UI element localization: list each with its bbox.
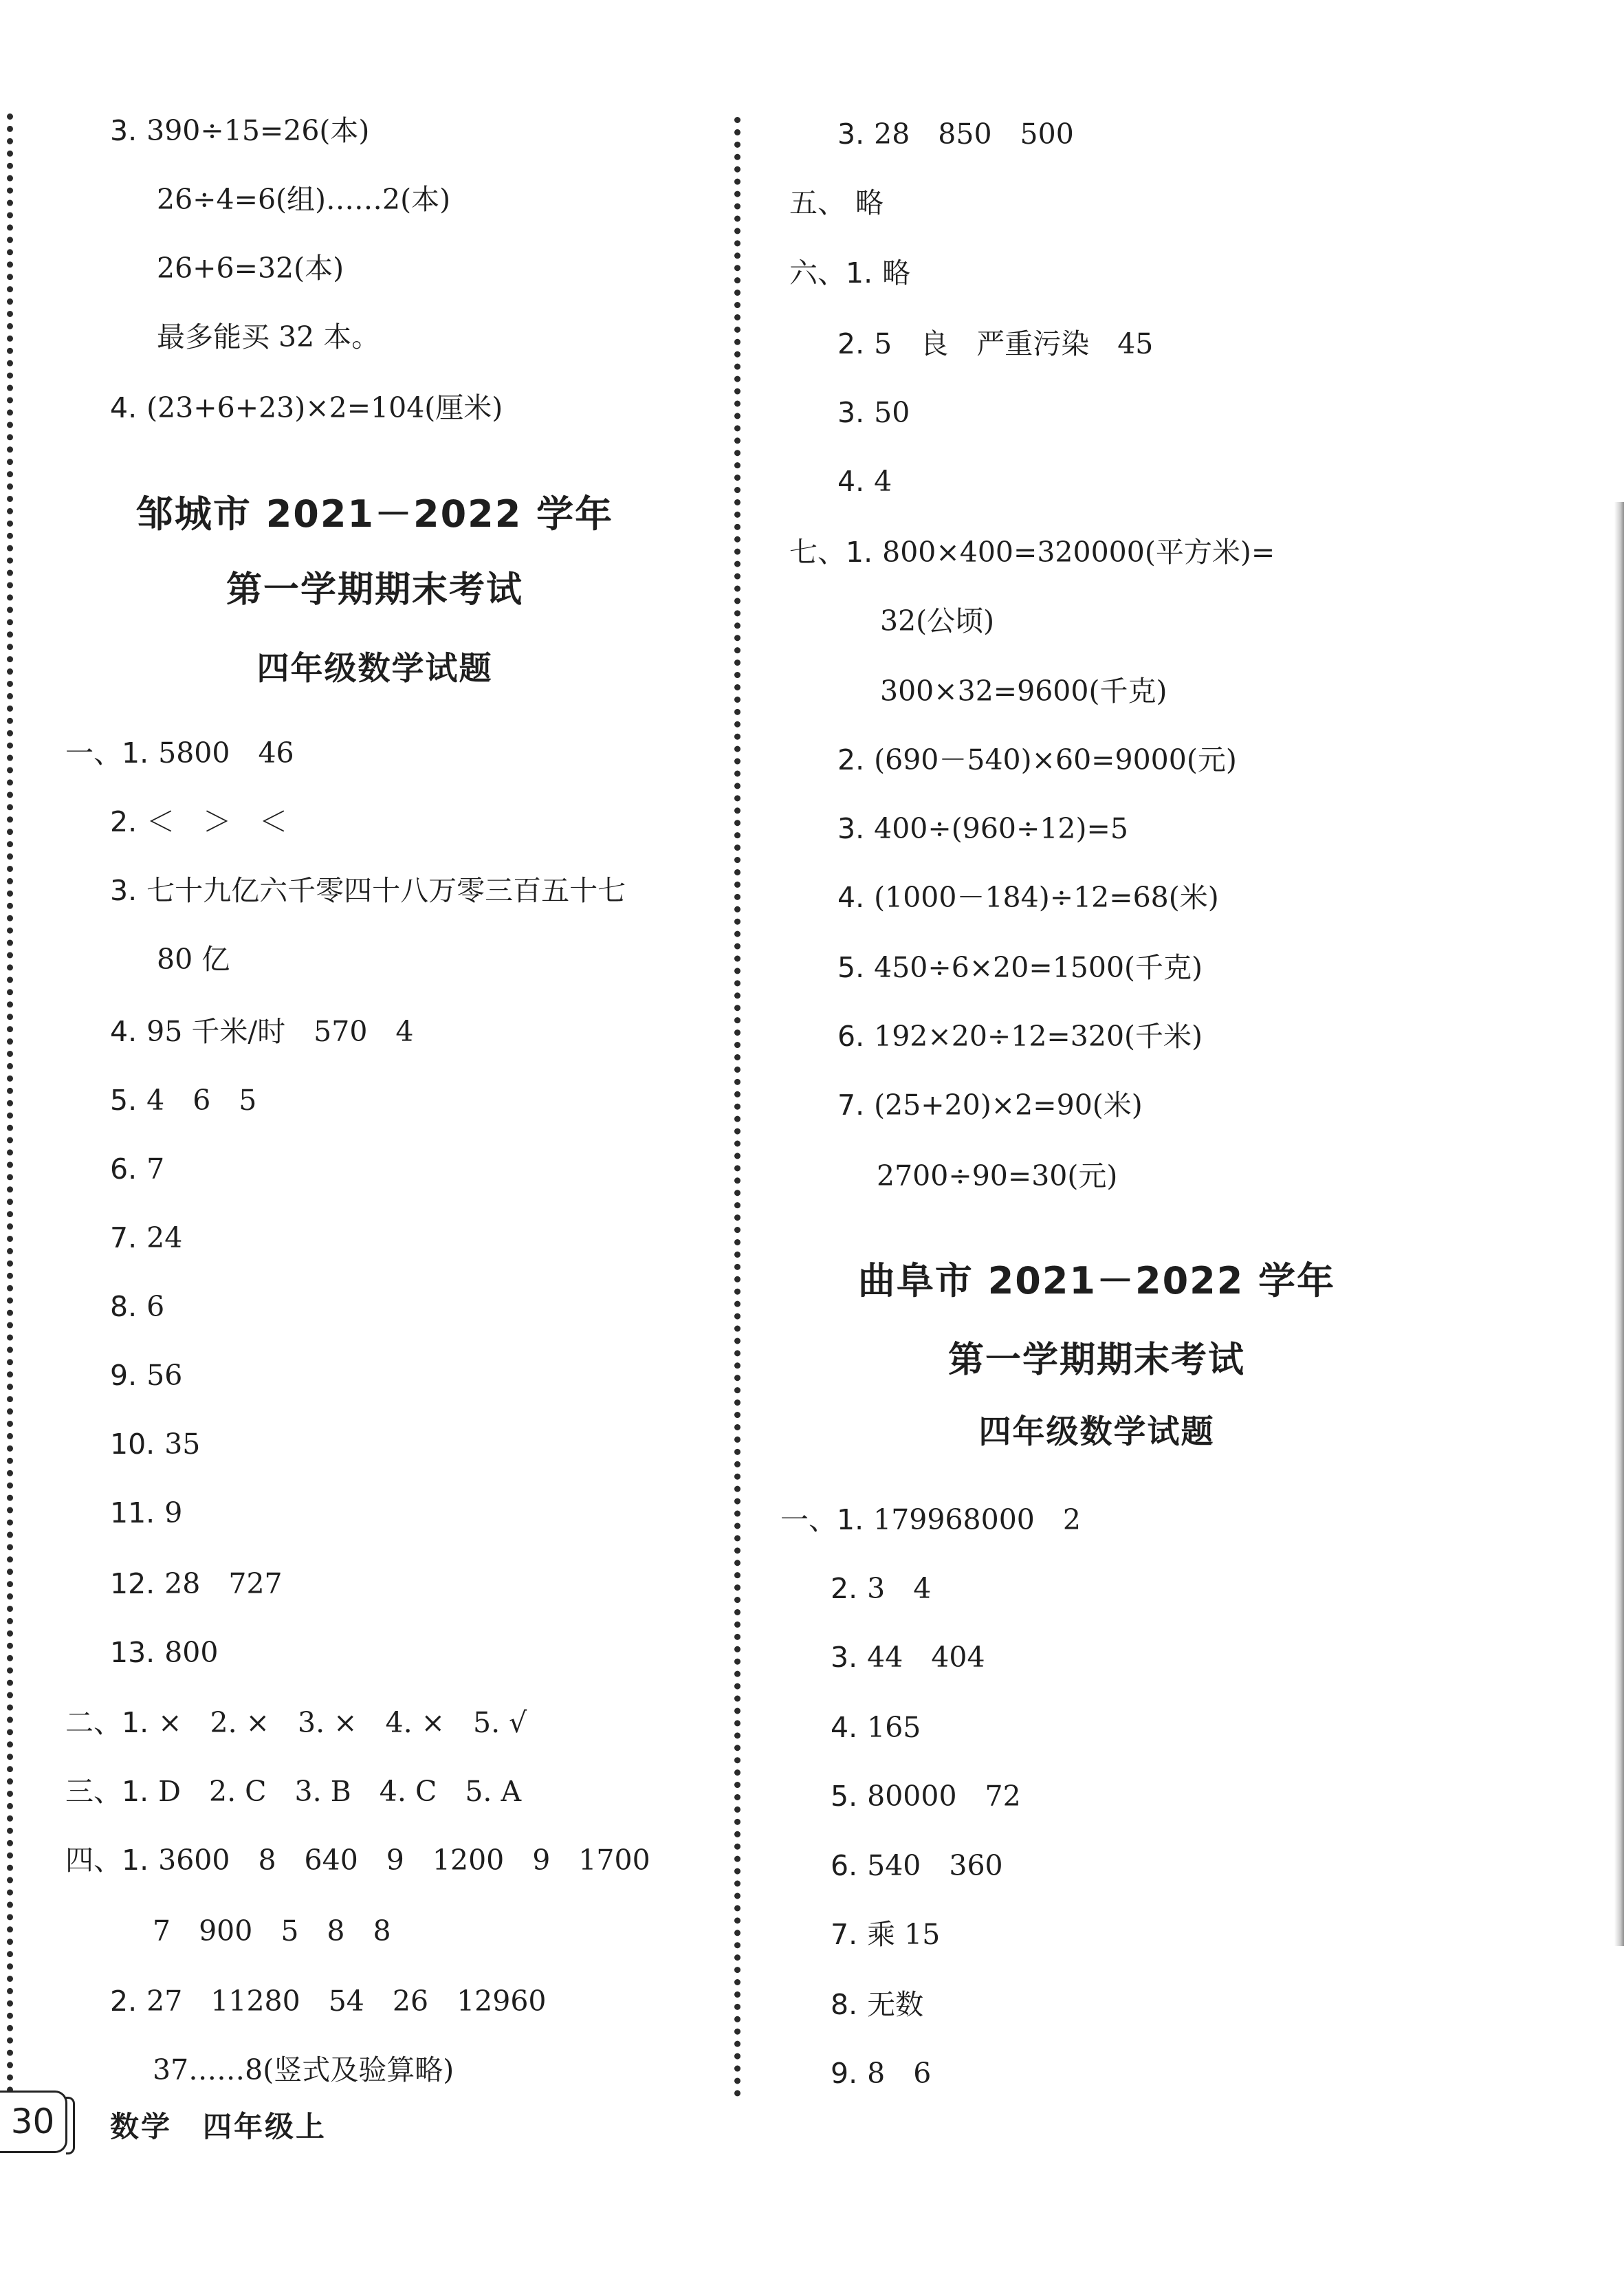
answer-text: 5 良 严重污染 45 bbox=[874, 327, 1154, 360]
answer-text: 37……8(竖式及验算略) bbox=[153, 2053, 454, 2086]
question-number: 9. bbox=[831, 2057, 858, 2090]
left-answer-line bbox=[157, 942, 230, 976]
answer-text: 27 11280 54 26 12960 bbox=[146, 1985, 547, 2018]
answer-text: 5800 46 bbox=[158, 736, 294, 770]
question-number: 三、1. bbox=[65, 1775, 149, 1808]
section-heading: 四年级数学试题 bbox=[978, 1413, 1215, 1451]
right-answer-line bbox=[831, 1710, 921, 1745]
question-number: 3. bbox=[110, 874, 138, 907]
right-answer-line bbox=[837, 880, 1219, 915]
answer-text: 165 bbox=[867, 1711, 921, 1744]
answer-text: 450÷6×20=1500(千克) bbox=[874, 951, 1203, 984]
right-answer-line bbox=[837, 117, 1074, 151]
answer-text: 无数 bbox=[867, 1988, 924, 2021]
right-answer-line bbox=[837, 811, 1128, 846]
answer-text: 540 360 bbox=[867, 1849, 1003, 1882]
right-answer-line bbox=[831, 1987, 923, 2022]
question-number: 5. bbox=[110, 1084, 138, 1117]
question-number: 2. bbox=[110, 1985, 138, 2018]
left-answer-line bbox=[110, 1014, 413, 1049]
left-answer-line bbox=[110, 391, 503, 425]
question-number: 五、 bbox=[789, 186, 846, 219]
section-heading: 邹城市 2021－2022 学年 bbox=[135, 492, 614, 536]
left-answer-line bbox=[110, 113, 369, 148]
question-number: 4. bbox=[837, 465, 865, 498]
question-number: 4. bbox=[837, 881, 865, 914]
left-answer-line bbox=[65, 1843, 650, 1877]
question-number: 3. bbox=[831, 1641, 858, 1674]
left-answer-line bbox=[110, 1289, 164, 1324]
question-number: 7. bbox=[831, 1918, 858, 1951]
question-number: 3. bbox=[837, 812, 865, 845]
question-number: 8. bbox=[110, 1290, 138, 1323]
answer-text: 4 6 5 bbox=[146, 1084, 257, 1117]
question-number: 2. bbox=[110, 805, 138, 838]
page-edge-shadow bbox=[1614, 502, 1624, 1946]
question-number: 6. bbox=[831, 1849, 858, 1882]
left-answer-line bbox=[110, 805, 287, 839]
right-answer-line bbox=[831, 2056, 931, 2091]
answer-text: 56 bbox=[146, 1359, 183, 1392]
section-heading: 第一学期期末考试 bbox=[226, 569, 523, 611]
question-number: 3. bbox=[110, 114, 138, 147]
answer-text: 28 727 bbox=[164, 1567, 283, 1600]
right-answer-line bbox=[831, 1640, 985, 1674]
right-answer-line bbox=[831, 1848, 1003, 1883]
answer-text: 179968000 2 bbox=[873, 1503, 1081, 1536]
right-answer-line bbox=[880, 604, 994, 638]
question-number: 7. bbox=[110, 1221, 138, 1254]
right-answer-line bbox=[837, 464, 892, 499]
question-number: 四、1. bbox=[65, 1844, 149, 1877]
question-number: 12. bbox=[110, 1567, 155, 1600]
right-answer-line bbox=[877, 1159, 1117, 1193]
answer-text: 7 900 5 8 8 bbox=[153, 1914, 391, 1947]
question-number: 5. bbox=[837, 951, 865, 984]
answer-text: 6 bbox=[146, 1290, 165, 1323]
left-answer-line bbox=[110, 1221, 182, 1255]
answer-text: 80 亿 bbox=[157, 943, 230, 976]
question-number: 5. bbox=[831, 1780, 858, 1813]
section-heading: 曲阜市 2021－2022 学年 bbox=[857, 1259, 1336, 1302]
answer-text: D 2. C 3. B 4. C 5. A bbox=[158, 1775, 522, 1808]
left-answer-line bbox=[110, 873, 626, 908]
answer-text: 9 bbox=[164, 1496, 183, 1529]
left-answer-line bbox=[110, 1427, 200, 1461]
left-answer-line bbox=[110, 1496, 182, 1530]
left-answer-line bbox=[110, 1567, 283, 1601]
question-number: 二、1. bbox=[65, 1706, 149, 1739]
page-number: 30 bbox=[0, 2091, 67, 2153]
question-number: 6. bbox=[837, 1020, 865, 1053]
question-number: 2. bbox=[831, 1572, 858, 1605]
question-number: 一、1. bbox=[65, 736, 149, 770]
right-answer-line bbox=[837, 1088, 1143, 1122]
left-answer-line bbox=[153, 2053, 454, 2087]
section-heading: 四年级数学试题 bbox=[256, 650, 493, 688]
answer-text: 400÷(960÷12)=5 bbox=[874, 812, 1128, 845]
answer-text: 七十九亿六千零四十八万零三百五十七 bbox=[146, 874, 626, 907]
question-number: 3. bbox=[837, 118, 865, 151]
question-number: 10. bbox=[110, 1428, 155, 1461]
answer-text: (1000－184)÷12=68(米) bbox=[874, 881, 1219, 914]
right-answer-line bbox=[837, 1019, 1203, 1054]
book-title: 数学 四年级上 bbox=[110, 2110, 327, 2143]
left-answer-line bbox=[65, 1774, 521, 1809]
answer-text: 略 bbox=[855, 186, 884, 219]
answer-text: 3600 8 640 9 1200 9 1700 bbox=[158, 1844, 650, 1877]
answer-text: 26+6=32(本) bbox=[157, 252, 344, 285]
left-answer-line bbox=[157, 182, 450, 217]
center-column-divider bbox=[734, 117, 740, 2097]
question-number: 2. bbox=[837, 327, 865, 360]
answer-text: 390÷15=26(本) bbox=[146, 114, 370, 147]
question-number: 3. bbox=[837, 396, 865, 429]
answer-text: 300×32=9600(千克) bbox=[880, 675, 1167, 708]
answer-text: 2700÷90=30(元) bbox=[877, 1159, 1118, 1192]
right-answer-line bbox=[837, 395, 910, 430]
question-number: 六、1. bbox=[789, 257, 873, 290]
left-binding-dots bbox=[7, 113, 13, 2094]
left-answer-line bbox=[110, 1635, 218, 1670]
answer-text: 28 850 500 bbox=[874, 118, 1074, 151]
answer-text: 26÷4=6(组)……2(本) bbox=[157, 183, 451, 216]
left-answer-line bbox=[110, 1083, 256, 1117]
question-number: 2. bbox=[837, 743, 865, 776]
question-number: 8. bbox=[831, 1988, 858, 2021]
answer-text: × 2. × 3. × 4. × 5. √ bbox=[158, 1706, 527, 1739]
question-number: 13. bbox=[110, 1636, 155, 1669]
left-answer-line bbox=[110, 1358, 182, 1393]
answer-text: (690－540)×60=9000(元) bbox=[874, 743, 1237, 776]
right-answer-line bbox=[880, 674, 1167, 708]
question-number: 11. bbox=[110, 1496, 155, 1529]
answer-text: 800 bbox=[164, 1636, 219, 1669]
right-answer-line bbox=[789, 535, 1275, 569]
left-answer-line bbox=[110, 1152, 164, 1186]
answer-text: 24 bbox=[146, 1221, 183, 1254]
question-number: 一、1. bbox=[780, 1503, 864, 1536]
right-answer-line bbox=[831, 1917, 940, 1952]
question-number: 6. bbox=[110, 1153, 138, 1186]
left-answer-line bbox=[157, 251, 344, 285]
answer-text: ＜ ＞ ＜ bbox=[146, 805, 288, 838]
answer-text: 192×20÷12=320(千米) bbox=[874, 1020, 1203, 1053]
right-answer-line bbox=[789, 256, 910, 290]
question-number: 4. bbox=[110, 391, 138, 424]
right-answer-line bbox=[831, 1571, 931, 1606]
right-answer-line bbox=[837, 743, 1237, 777]
answer-text: 35 bbox=[164, 1428, 201, 1461]
left-answer-line bbox=[65, 1705, 527, 1740]
answer-text: 44 404 bbox=[867, 1641, 985, 1674]
answer-text: 95 千米/时 570 4 bbox=[146, 1015, 414, 1048]
left-answer-line bbox=[110, 1984, 547, 2018]
answer-text: (23+6+23)×2=104(厘米) bbox=[146, 391, 503, 424]
answer-text: 3 4 bbox=[867, 1572, 932, 1605]
right-answer-line bbox=[837, 327, 1153, 361]
right-answer-line bbox=[780, 1503, 1081, 1537]
left-answer-line bbox=[65, 736, 294, 770]
question-number: 七、1. bbox=[789, 536, 873, 569]
answer-text: 32(公顷) bbox=[880, 604, 995, 637]
answer-text: 乘 15 bbox=[867, 1918, 941, 1951]
answer-text: 略 bbox=[882, 257, 911, 290]
right-answer-line bbox=[837, 950, 1203, 985]
question-number: 4. bbox=[831, 1711, 858, 1744]
question-number: 4. bbox=[110, 1015, 138, 1048]
question-number: 9. bbox=[110, 1359, 138, 1392]
answer-text: 8 6 bbox=[867, 2057, 932, 2090]
answer-text: 最多能买 32 本。 bbox=[157, 320, 380, 353]
answer-text: 50 bbox=[874, 396, 910, 429]
answer-text: 800×400=320000(平方米)= bbox=[882, 536, 1275, 569]
answer-text: 7 bbox=[146, 1153, 165, 1186]
question-number: 7. bbox=[837, 1089, 865, 1122]
answer-text: 80000 72 bbox=[867, 1780, 1021, 1813]
left-answer-line bbox=[157, 320, 380, 354]
answer-text: 4 bbox=[874, 465, 892, 498]
right-answer-line bbox=[789, 186, 884, 220]
section-heading: 第一学期期末考试 bbox=[947, 1340, 1245, 1381]
answer-text: (25+20)×2=90(米) bbox=[874, 1089, 1143, 1122]
right-answer-line bbox=[831, 1779, 1021, 1813]
left-answer-line bbox=[153, 1914, 391, 1948]
